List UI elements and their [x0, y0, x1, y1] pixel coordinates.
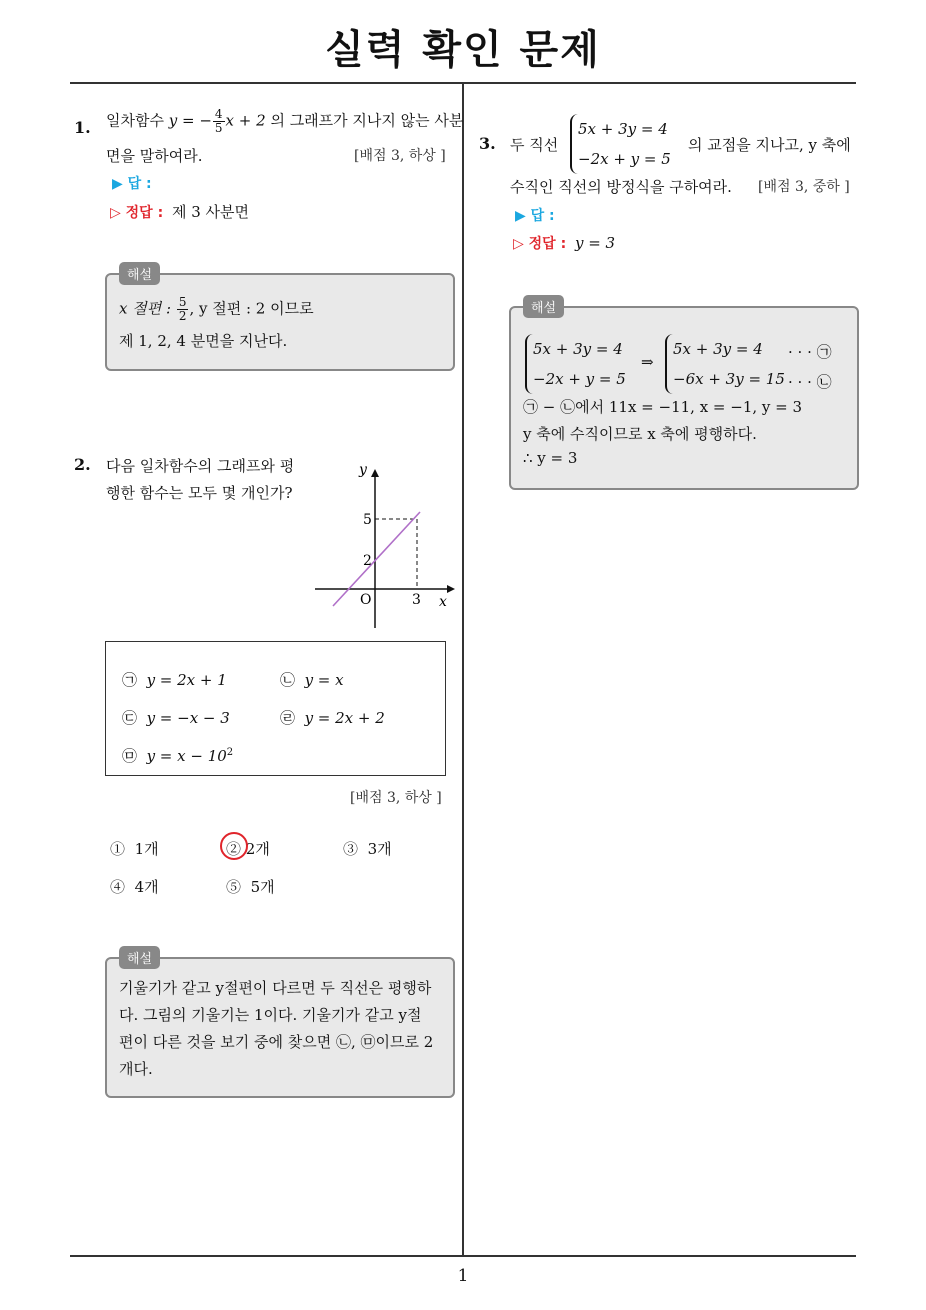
y-axis-label: y: [359, 462, 367, 478]
explanation-tag: 해설: [119, 262, 160, 285]
choice-item: ㉡ y = x: [280, 671, 344, 689]
explanation-line: ㉠ − ㉡에서 11x = −11, x = −1, y = 3: [523, 398, 803, 416]
explanation-line: y 축에 수직이므로 x 축에 평행하다.: [523, 425, 757, 443]
explanation-line: 편이 다른 것을 보기 중에 찾으면 ㉡, ㉤이므로 2: [119, 1033, 434, 1051]
grade-label: [배점 3, 하상 ]: [354, 148, 446, 164]
tick-label: 3: [412, 592, 421, 608]
explanation-tag: 해설: [523, 295, 564, 318]
equation-system: 5x + 3y = 4 −6x + 3y = 15: [665, 334, 785, 394]
x-axis-label: x: [439, 594, 447, 610]
correct-answer: ▷ 정답 : 제 3 사분면: [110, 203, 249, 221]
question-number: 3.: [479, 134, 496, 153]
question-number: 2.: [74, 455, 91, 474]
explanation-line: 다. 그림의 기울기는 1이다. 기울기가 같고 y절: [119, 1006, 422, 1024]
option-3[interactable]: ③ 3개: [343, 840, 392, 858]
footer-divider: [70, 1255, 856, 1257]
equation-mark: · · · ㉡: [788, 373, 832, 391]
tick-label: 5: [363, 512, 372, 528]
question-text-cont: 행한 함수는 모두 몇 개인가?: [106, 484, 293, 502]
graph-line: [333, 512, 420, 606]
implies-arrow-icon: ⇒: [641, 353, 654, 371]
explanation-line: 제 1, 2, 4 분면을 지난다.: [119, 332, 288, 350]
choice-item: ㉣ y = 2x + 2: [280, 709, 385, 727]
equation-system: 5x + 3y = 4 −2x + y = 5: [570, 114, 671, 174]
column-divider: [462, 83, 464, 1255]
question-text-cont: 면을 말하여라.: [106, 147, 203, 165]
option-2[interactable]: ② 2개: [226, 840, 270, 858]
grade-label: [배점 3, 중하 ]: [758, 179, 850, 195]
answer-label: ▶ 답 :: [515, 208, 555, 224]
option-4[interactable]: ④ 4개: [110, 878, 159, 896]
page-title: 실력 확인 문제: [325, 27, 601, 73]
y-axis-arrow-icon: [371, 469, 379, 477]
origin-label: O: [360, 592, 372, 608]
correct-answer: ▷ 정답 : y = 3: [513, 234, 616, 252]
explanation-line: 기울기가 같고 y절편이 다르면 두 직선은 평행하: [119, 979, 432, 997]
fraction: $\frac{4}{5}$: [214, 107, 223, 135]
question-text: 두 직선: [510, 136, 559, 154]
question-text: 일차함수 y = − $\frac{4}{5}$ x + 2 의 그래프가 지나지 않는 사분: [106, 107, 464, 135]
grade-label: [배점 3, 하상 ]: [350, 790, 442, 806]
question-text-cont: 수직인 직선의 방정식을 구하여라.: [510, 178, 732, 196]
explanation-line: ∴ y = 3: [523, 449, 578, 467]
answer-label: ▶ 답 :: [112, 176, 152, 192]
selected-answer-circle-icon: [220, 832, 248, 860]
coordinate-graph: [310, 458, 460, 633]
option-1[interactable]: ① 1개: [110, 840, 159, 858]
choice-item: ㉠ y = 2x + 1: [122, 671, 227, 689]
question-text: 다음 일차함수의 그래프와 평: [106, 457, 295, 475]
option-5[interactable]: ⑤ 5개: [226, 878, 275, 896]
equation-mark: · · · ㉠: [788, 343, 832, 361]
x-axis-arrow-icon: [447, 585, 455, 593]
explanation-line: x 절편 : $\frac{5}{2}$ , y 절편 : 2 이므로: [119, 295, 314, 323]
equation-system: 5x + 3y = 4 −2x + y = 5: [525, 334, 626, 394]
explanation-line: 개다.: [119, 1060, 153, 1078]
question-number: 1.: [74, 118, 91, 137]
choice-item: ㉢ y = −x − 3: [122, 709, 230, 727]
explanation-tag: 해설: [119, 946, 160, 969]
choice-item: ㉤ $y = x - 10^2$: [122, 747, 234, 765]
page-number: 1: [457, 1266, 469, 1286]
tick-label: 2: [363, 553, 372, 569]
question-text-cont: 의 교점을 지나고, y 축에: [688, 136, 851, 154]
